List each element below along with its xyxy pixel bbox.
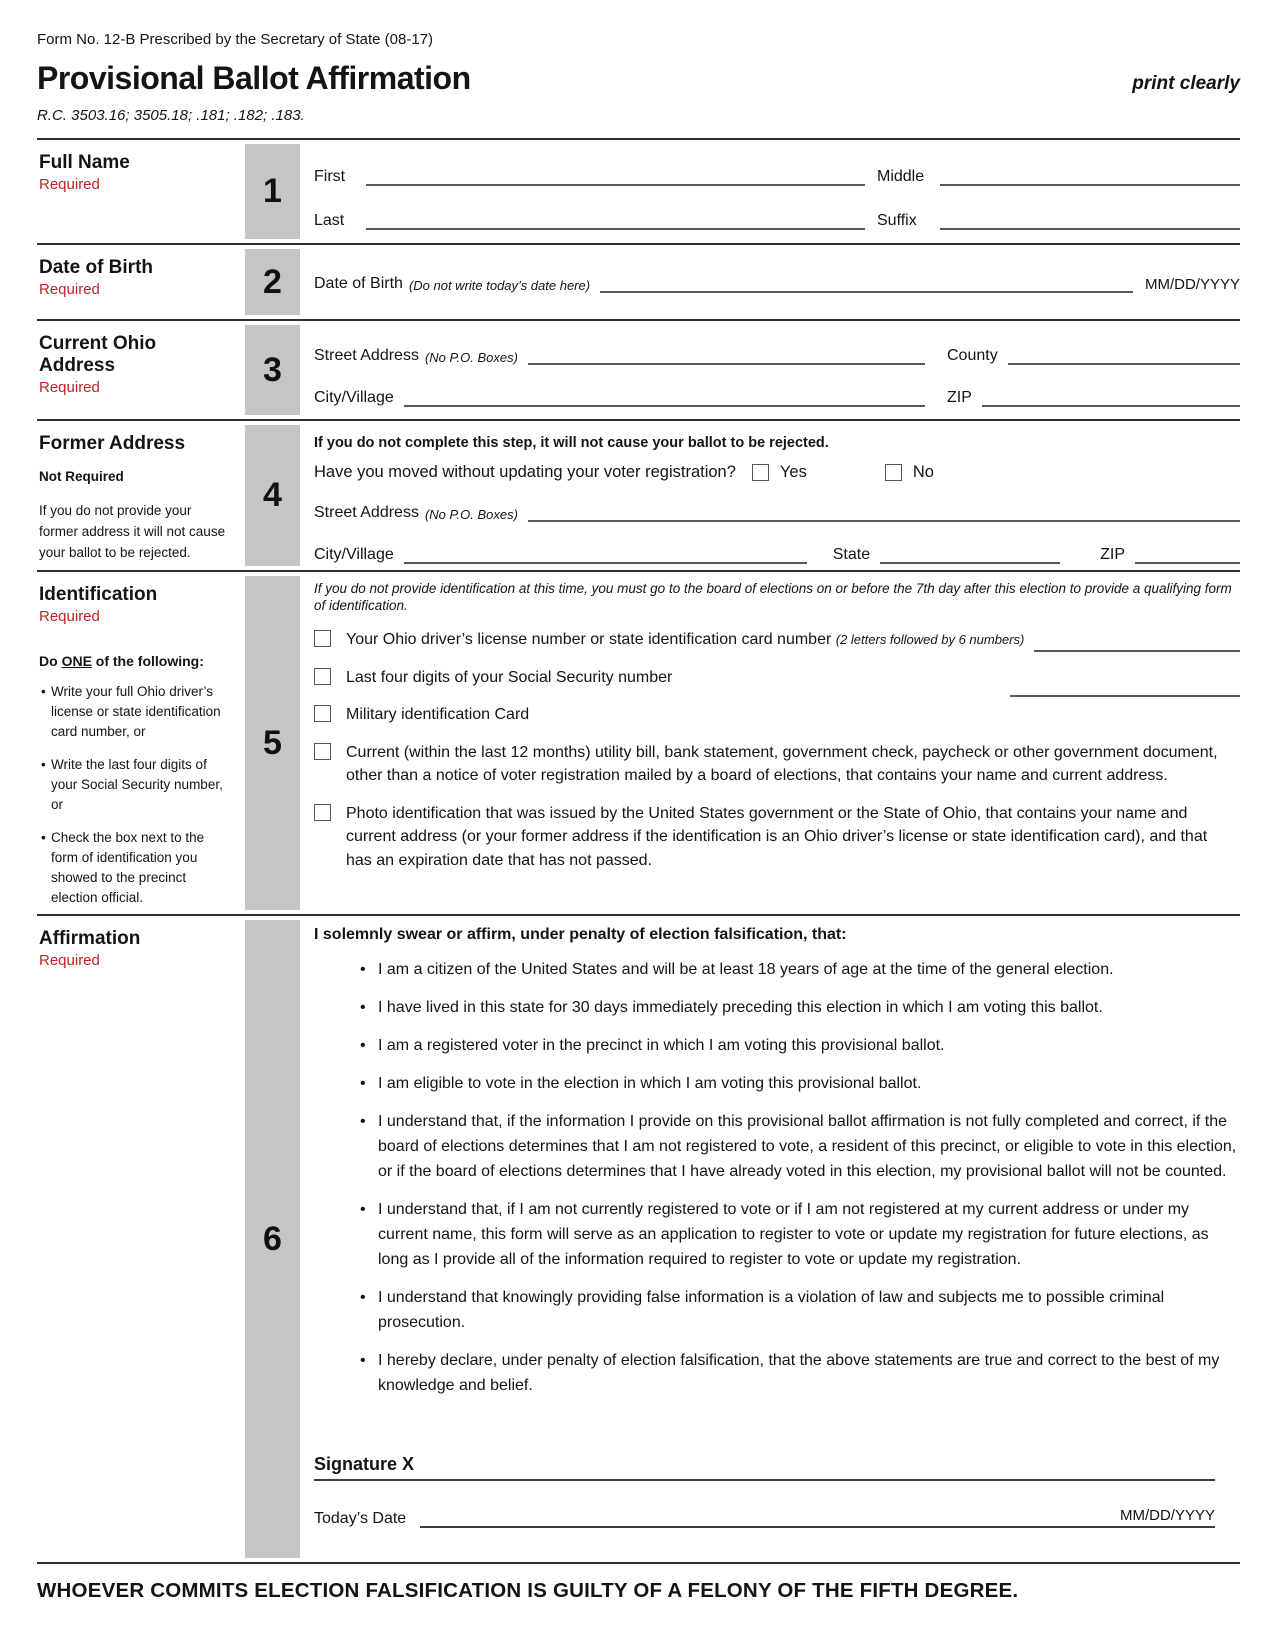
required-flag: Required <box>39 952 100 969</box>
section-identification <box>37 570 1240 914</box>
id-side-bullet: • Write your full Ohio driver’s license or state identification card number, or <box>39 682 233 742</box>
required-flag: Required <box>39 176 100 193</box>
do-one-instruction <box>39 653 233 669</box>
middle-name-input-line[interactable] <box>940 164 1240 186</box>
section-title: Affirmation <box>39 928 141 949</box>
do-one-word: ONE <box>61 653 92 669</box>
footer-divider <box>37 1562 1240 1564</box>
drivers-license-number-input-line[interactable] <box>1034 630 1240 652</box>
last-name-label: Last <box>314 212 345 229</box>
dob-field-note: (Do not write today’s date here) <box>408 278 591 293</box>
affirmation-bullet: • I understand that knowingly providing false information is a violation of law and subjects me to possible criminal prosecution. <box>314 1285 1240 1335</box>
ssn-option-text: Last four digits of your Social Security number <box>346 668 673 686</box>
required-flag: Required <box>39 608 100 625</box>
first-name-label: First <box>314 168 346 185</box>
affirmation-bullet: • I have lived in this state for 30 days immediately preceding this election in which I am voting this ballot. <box>314 995 1240 1020</box>
section-dob-label <box>37 245 245 319</box>
section-title: Full Name <box>39 152 130 173</box>
todays-date-format-hint: MM/DD/YYYY <box>1119 1507 1215 1524</box>
id-side-bullet: • Write the last four digits of your Social Security number, or <box>39 755 233 815</box>
zip-input-line[interactable] <box>982 385 1240 407</box>
affirmation-heading: I solemnly swear or affirm, under penalty of election falsification, that: <box>314 926 847 943</box>
suffix-label: Suffix <box>877 212 917 229</box>
section-current-address <box>37 319 1240 419</box>
county-input-line[interactable] <box>1008 343 1240 365</box>
todays-date-input-line[interactable] <box>420 1507 1215 1528</box>
street-address-label: Street Address <box>314 347 419 364</box>
former-street-label: Street Address <box>314 504 419 521</box>
page-title: Provisional Ballot Affirmation <box>37 60 471 96</box>
todays-date-label: Today’s Date <box>314 1510 407 1527</box>
section-full-name-content <box>300 140 1240 243</box>
section-current-address-label <box>37 321 245 419</box>
utility-bill-checkbox[interactable] <box>314 743 331 760</box>
option-text: Your Ohio driver’s license number or state identification card number <box>346 631 832 648</box>
step-number-badge: 5 <box>245 576 300 910</box>
do-one-pre: Do <box>39 653 62 669</box>
former-zip-input-line[interactable] <box>1135 542 1240 564</box>
section-full-name <box>37 138 1240 243</box>
former-street-note: (No P.O. Boxes) <box>424 507 518 522</box>
affirmation-bullet: • I understand that, if I am not currently registered to vote or if I am not registered at my current address or under my current name, this form will serve as an application to register to vote or update my registration for future elections, as long as I provide all of the information required to register to vote or update my registration. <box>314 1197 1240 1272</box>
ssn-input-line[interactable] <box>1010 675 1240 697</box>
required-flag: Required <box>39 379 100 396</box>
moved-yes-checkbox[interactable] <box>752 464 769 481</box>
signature-block <box>314 1454 1215 1481</box>
street-address-input-line[interactable] <box>528 343 925 365</box>
drivers-license-option-text <box>346 628 1024 652</box>
photo-id-checkbox[interactable] <box>314 804 331 821</box>
identification-intro: If you do not provide identification at this time, you must go to the board of elections on or before the 7th day after this election to provide a qualifying form of identification. <box>314 581 1232 613</box>
section-affirmation <box>37 914 1240 1562</box>
step-number-badge: 2 <box>245 249 300 315</box>
moved-no-checkbox[interactable] <box>885 464 902 481</box>
step-number-badge: 6 <box>245 920 300 1558</box>
section-former-address <box>37 419 1240 570</box>
former-state-input-line[interactable] <box>880 542 1060 564</box>
moved-question-label: Have you moved without updating your voter registration? <box>314 463 736 481</box>
former-address-bold-note: If you do not complete this step, it will not cause your ballot to be rejected. <box>314 435 829 451</box>
signature-input-line[interactable] <box>314 1454 1215 1481</box>
do-one-post: of the following: <box>91 653 204 669</box>
drivers-license-checkbox[interactable] <box>314 630 331 647</box>
revised-code-citation: R.C. 3503.16; 3505.18; .181; .182; .183. <box>37 107 305 124</box>
former-city-input-line[interactable] <box>404 542 807 564</box>
id-option-ssn <box>314 666 1240 690</box>
affirmation-bullet: • I understand that, if the information I provide on this provisional ballot affirmation is not fully completed and correct, if the board of elections determines that I am not registered to vote, a resident of this precinct, or eligible to vote in this election, or if the board of elections determines that I have already voted in this election, my provisional ballot will not be counted. <box>314 1109 1240 1184</box>
step-number-badge: 1 <box>245 144 300 239</box>
section-current-address-content <box>300 321 1240 419</box>
affirmation-bullet: • I hereby declare, under penalty of election falsification, that the above statements are true and correct to the best of my knowledge and belief. <box>314 1348 1240 1398</box>
county-label: County <box>947 347 998 364</box>
section-title: Current Ohio Address <box>39 333 157 376</box>
signature-label: Signature X <box>314 1454 415 1474</box>
section-former-address-content <box>300 421 1240 570</box>
middle-name-label: Middle <box>877 168 925 185</box>
photo-id-option-text: Photo identification that was issued by the United States government or the State of Ohio, that contains your name and current address (or your former address if the identification is an Ohio driver’s license or state identification card), and that has an expiration date that has not passed. <box>346 804 1208 869</box>
section-full-name-label <box>37 140 245 243</box>
city-village-label: City/Village <box>314 389 394 406</box>
required-flag: Required <box>39 281 100 298</box>
affirmation-bullet: • I am eligible to vote in the election in which I am voting this provisional ballot. <box>314 1071 1240 1096</box>
id-option-military <box>314 703 1240 727</box>
dob-format-hint: MM/DD/YYYY <box>1144 276 1240 293</box>
ssn-checkbox[interactable] <box>314 668 331 685</box>
affirmation-bullet: • I am a registered voter in the precinct in which I am voting this provisional ballot. <box>314 1033 1240 1058</box>
section-identification-label <box>37 572 245 914</box>
id-option-drivers-license <box>314 628 1240 652</box>
id-side-bullet: • Check the box next to the form of identification you showed to the precinct election official. <box>39 828 233 908</box>
id-option-utility-bill <box>314 741 1240 788</box>
military-id-option-text: Military identification Card <box>346 706 530 723</box>
street-address-note: (No P.O. Boxes) <box>424 350 518 365</box>
section-title: Former Address <box>39 433 186 454</box>
first-name-input-line[interactable] <box>366 164 865 186</box>
section-former-address-label <box>37 421 245 570</box>
zip-label: ZIP <box>947 389 972 406</box>
id-option-photo-id <box>314 802 1240 873</box>
suffix-input-line[interactable] <box>940 208 1240 230</box>
section-date-of-birth <box>37 243 1240 319</box>
former-state-label: State <box>832 546 871 563</box>
not-required-flag: Not Required <box>39 469 124 484</box>
section-identification-content <box>300 572 1240 914</box>
section-dob-content <box>300 245 1240 319</box>
last-name-input-line[interactable] <box>366 208 865 230</box>
felony-warning: WHOEVER COMMITS ELECTION FALSIFICATION IS GUILTY OF A FELONY OF THE FIFTH DEGREE. <box>37 1579 1019 1602</box>
former-street-input-line[interactable] <box>528 500 1240 522</box>
step-number-badge: 4 <box>245 425 300 566</box>
moved-no-label: No <box>912 463 934 481</box>
section-title: Date of Birth <box>39 257 153 278</box>
dob-input-line[interactable] <box>600 271 1133 293</box>
form-number: Form No. 12-B Prescribed by the Secretary of State (08-17) <box>37 31 433 48</box>
former-city-label: City/Village <box>314 546 394 563</box>
title-row <box>37 60 1240 97</box>
section-affirmation-content <box>300 916 1240 1562</box>
former-address-side-note: If you do not provide your former address it will not cause your ballot to be rejected. <box>39 503 226 560</box>
moved-question-row <box>314 463 1240 482</box>
todays-date-row <box>314 1507 1215 1528</box>
step-number-badge: 3 <box>245 325 300 415</box>
affirmation-bullet: • I am a citizen of the United States and will be at least 18 years of age at the time of the general election. <box>314 957 1240 982</box>
utility-bill-option-text: Current (within the last 12 months) utility bill, bank statement, government check, paycheck or other government document, other than a notice of voter registration mailed by a board of elections, that contains your name and current address. <box>346 743 1218 784</box>
city-village-input-line[interactable] <box>404 385 925 407</box>
option-note: (2 letters followed by 6 numbers) <box>835 632 1025 647</box>
moved-yes-label: Yes <box>779 463 807 481</box>
military-id-checkbox[interactable] <box>314 705 331 722</box>
section-affirmation-label <box>37 916 245 1562</box>
former-zip-label: ZIP <box>1100 546 1125 563</box>
print-clearly-note: print clearly <box>1132 73 1240 94</box>
dob-field-label: Date of Birth <box>314 275 403 292</box>
section-title: Identification <box>39 584 158 605</box>
